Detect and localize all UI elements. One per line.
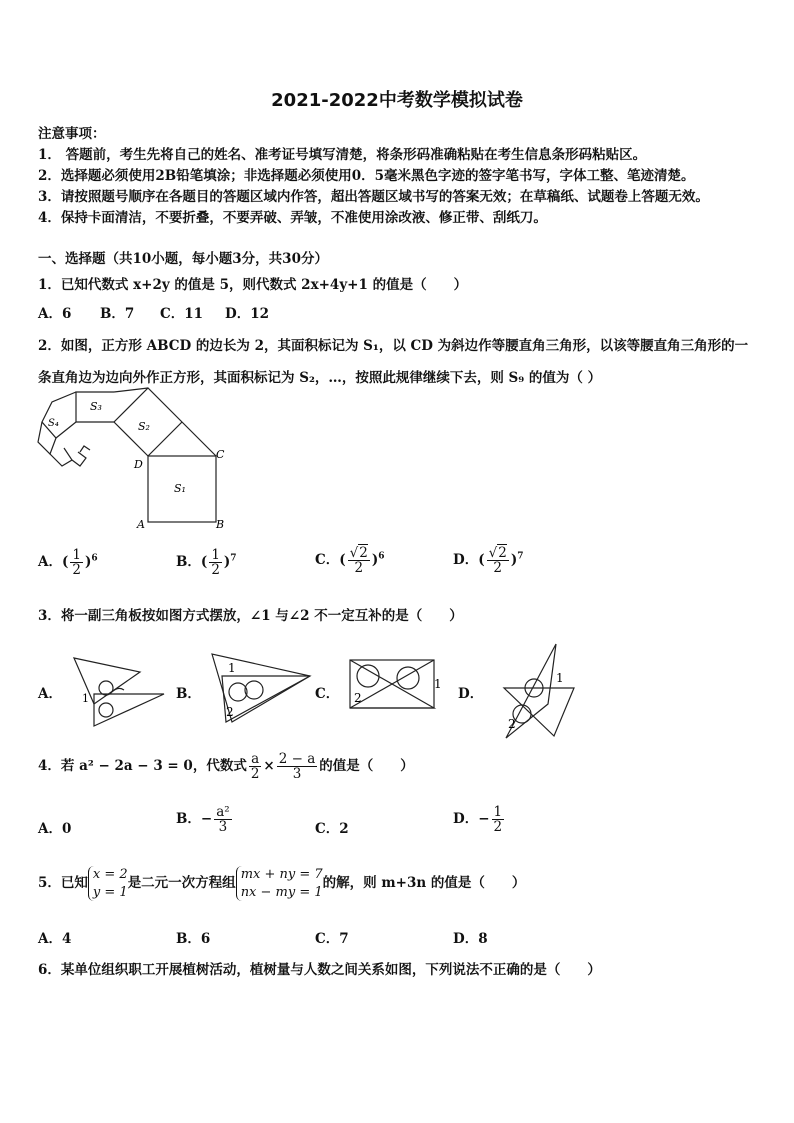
label-c: C — [216, 448, 225, 461]
q5-option-a: A．4 — [38, 931, 72, 947]
q2-option-d: D．( $\frac{√2}{2}$ )$^7$ — [453, 545, 524, 577]
solution-system: x = 2 y = 1 — [88, 866, 128, 901]
label-s3: S₃ — [90, 400, 102, 413]
q2-option-c: C．( $\frac{√2}{2}$ )$^6$ — [315, 545, 385, 577]
q2-square-spiral-figure — [34, 386, 234, 532]
label-d: D — [134, 458, 143, 471]
q3-figure-d — [500, 640, 580, 740]
q1-option-d: D．12 — [225, 306, 269, 322]
notice-heading: 注意事项： — [38, 126, 106, 142]
q3d-angle-2: 2 — [508, 717, 516, 731]
q3-option-a-letter: A． — [38, 686, 62, 702]
label-s2: S₂ — [138, 420, 150, 433]
question-3-stem: 3．将一副三角板按如图方式摆放，∠1 与∠2 不一定互补的是（ ） — [38, 608, 463, 624]
label-s1: S₁ — [174, 482, 186, 495]
equation-system: mx + ny = 7 nx − my = 1 — [236, 866, 323, 901]
notice-item-4: 4．保持卡面清洁，不要折叠，不要弄破、弄皱，不准使用涂改液、修正带、刮纸刀。 — [38, 210, 547, 226]
q4-option-b: B．− $\frac{\text{a²}}{3}$ — [176, 804, 230, 836]
notice-item-1: 1． 答题前，考生先将自己的姓名、准考证号填写清楚，将条形码准确粘贴在考生信息条形码粘贴区。 — [38, 147, 647, 163]
q3-figure-b — [206, 650, 318, 726]
question-1-stem: 1．已知代数式 x+2y 的值是 5，则代数式 2x+4y+1 的值是（ ） — [38, 277, 468, 293]
q1-option-b: B．7 — [100, 306, 135, 322]
q3a-angle-1: 1 — [82, 692, 89, 705]
notice-item-2: 2．选择题必须使用2B铅笔填涂；非选择题必须使用0．5毫米黑色字迹的签字笔书写，字体工整、笔迹清楚。 — [38, 168, 695, 184]
label-b: B — [216, 518, 225, 531]
q5-option-c: C．7 — [315, 931, 349, 947]
q2-option-a: A．( $\frac{1}{2}$ )$^6$ — [38, 547, 98, 579]
q5-option-b: B．6 — [176, 931, 211, 947]
label-s4: S₄ — [48, 418, 59, 429]
q4-option-d: D．− $\frac{1}{2}$ — [453, 804, 503, 836]
question-6-stem: 6．某单位组织职工开展植树活动，植树量与人数之间关系如图，下列说法不正确的是（ ） — [38, 962, 601, 978]
q3b-angle-1: 1 — [228, 661, 236, 675]
question-2-stem-line2: 条直角边为边向外作正方形，其面积标记为 S₂，…，按照此规律继续下去，则 S₉ 的值为（ ） — [38, 370, 602, 386]
q3-figure-c — [344, 656, 444, 714]
q1-option-c: C．11 — [160, 306, 204, 322]
label-a: A — [137, 518, 145, 531]
q4-option-a: A．0 — [38, 821, 72, 837]
q3d-angle-1: 1 — [556, 671, 564, 685]
q3-option-d-letter: D． — [458, 686, 484, 702]
q3b-angle-2: 2 — [226, 705, 234, 719]
q3c-angle-2: 2 — [354, 691, 362, 705]
question-2-stem-line1: 2．如图，正方形 ABCD 的边长为 2，其面积标记为 S₁，以 CD 为斜边作等腰直角三角形，以该等腰直角三角形的一 — [38, 338, 749, 354]
q4-option-c: C．2 — [315, 821, 349, 837]
q3-option-b-letter: B． — [176, 686, 201, 702]
q5-option-d: D．8 — [453, 931, 488, 947]
q2-option-b: B．( $\frac{1}{2}$ )$^7$ — [176, 547, 237, 579]
q3-option-c-letter: C． — [315, 686, 340, 702]
question-4-stem: 4．若 a² − 2a − 3 = 0，代数式 $\frac{a}{2}$ × $\frac{2 - a}{3}$ 的值是（ ） — [38, 751, 414, 783]
section-heading: 一、选择题（共10小题，每小题3分，共30分） — [38, 251, 328, 267]
notice-item-3: 3．请按照题号顺序在各题目的答题区域内作答，超出答题区域书写的答案无效；在草稿纸、试题卷上答题无效。 — [38, 189, 709, 205]
q3-figure-a — [68, 652, 168, 730]
q1-option-a: A．6 — [38, 306, 72, 322]
q3c-angle-1: 1 — [434, 677, 442, 691]
question-5-stem: 5．已知 x = 2 y = 1 是二元一次方程组 mx + ny = 7 nx − my = 1 的解，则 m+3n 的值是（ ） — [38, 867, 526, 900]
page-title: 2021-2022中考数学模拟试卷 — [271, 90, 523, 111]
